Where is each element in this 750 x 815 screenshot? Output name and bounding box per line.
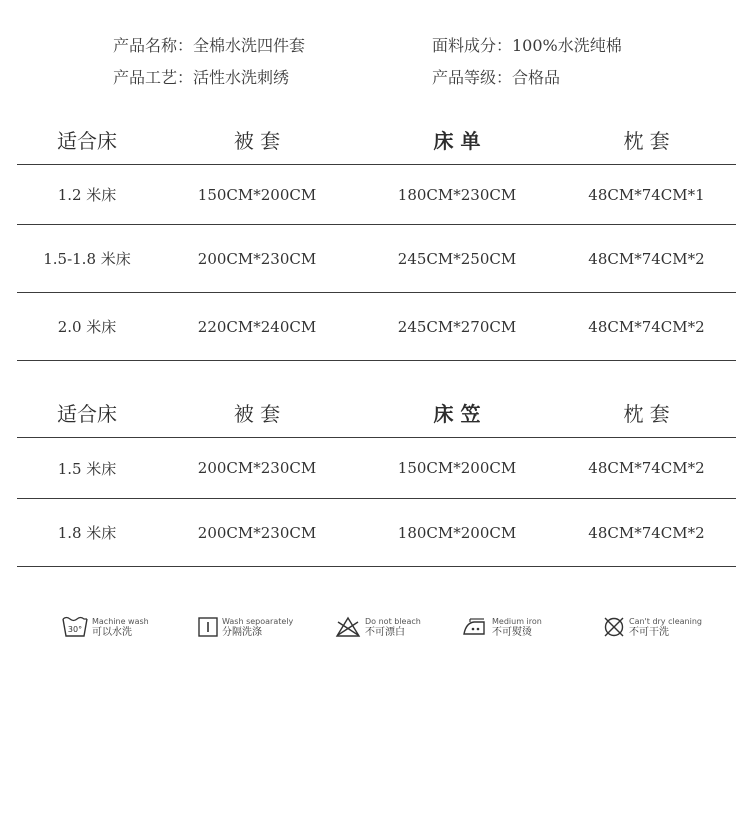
wash-temperature: 30° (67, 625, 83, 634)
cell-bed-size: 2.0 米床 (57, 318, 117, 336)
header-bed-size: 适合床 (57, 402, 117, 426)
table-header-row (17, 115, 736, 165)
cell-flat-sheet: 245CM*250CM (397, 249, 517, 268)
care-label-en: Can't dry cleaning (629, 617, 702, 626)
table-row (17, 438, 736, 499)
wash-separately-icon (198, 617, 218, 637)
cell-pillowcase: 48CM*74CM*2 (588, 523, 705, 542)
cell-duvet-cover: 200CM*230CM (197, 523, 317, 542)
header-bed-size: 适合床 (57, 129, 117, 153)
product-name: 产品名称：全棉水洗四件套 (113, 36, 306, 55)
care-label-zh: 不可漂白 (365, 627, 405, 638)
header-duvet-cover: 被 套 (233, 129, 281, 153)
care-do-not-bleach (335, 616, 421, 638)
cant-dry-clean-icon (603, 616, 625, 638)
cell-fitted-sheet: 150CM*200CM (397, 459, 517, 477)
cell-pillowcase: 48CM*74CM*2 (588, 459, 705, 477)
header-flat-sheet: 床 单 (433, 129, 481, 153)
product-craft: 产品工艺：活性水洗刺绣 (113, 68, 290, 87)
size-table-fitted-sheet (17, 388, 736, 567)
table-row (17, 225, 736, 293)
cell-bed-size: 1.2 米床 (57, 186, 117, 204)
cell-pillowcase: 48CM*74CM*2 (588, 317, 705, 336)
table-row (17, 165, 736, 225)
care-medium-iron (462, 616, 542, 638)
care-label-zh: 分隔洗涤 (222, 627, 262, 638)
cell-pillowcase: 48CM*74CM*1 (588, 185, 705, 204)
cell-bed-size: 1.5-1.8 米床 (43, 250, 131, 268)
care-label-en: Machine wash (92, 617, 149, 626)
cell-flat-sheet: 245CM*270CM (397, 317, 517, 336)
cell-fitted-sheet: 180CM*200CM (397, 523, 517, 542)
cell-duvet-cover: 200CM*230CM (197, 459, 317, 477)
care-label-en: Wash sepoarately (222, 617, 294, 626)
care-label-zh: 可以水洗 (92, 627, 132, 638)
care-machine-wash (62, 616, 149, 638)
cell-duvet-cover: 200CM*230CM (197, 249, 317, 268)
cell-pillowcase: 48CM*74CM*2 (588, 249, 705, 268)
header-pillowcase: 枕 套 (623, 402, 670, 426)
header-fitted-sheet: 床 笠 (433, 402, 481, 426)
product-grade: 产品等级：合格品 (432, 68, 561, 87)
care-label-zh: 不可干洗 (629, 627, 669, 638)
table-row (17, 499, 736, 567)
care-label-en: Medium iron (492, 617, 542, 626)
table-row (17, 293, 736, 361)
do-not-bleach-icon (335, 616, 361, 638)
care-label-en: Do not bleach (365, 617, 421, 626)
care-cant-dry-clean (603, 616, 702, 638)
medium-iron-icon (462, 617, 488, 637)
care-wash-separately (198, 616, 293, 638)
header-duvet-cover: 被 套 (233, 402, 281, 426)
header-pillowcase: 枕 套 (623, 129, 670, 153)
size-table-flat-sheet (17, 115, 736, 361)
machine-wash-30-icon (62, 616, 88, 638)
cell-flat-sheet: 180CM*230CM (397, 185, 517, 204)
cell-bed-size: 1.8 米床 (57, 524, 117, 542)
cell-duvet-cover: 220CM*240CM (197, 317, 317, 336)
cell-bed-size: 1.5 米床 (57, 459, 117, 478)
table-header-row (17, 388, 736, 438)
fabric-composition: 面料成分：100%水洗纯棉 (432, 36, 622, 55)
care-label-zh: 不可熨烫 (492, 627, 532, 638)
cell-duvet-cover: 150CM*200CM (197, 185, 317, 204)
